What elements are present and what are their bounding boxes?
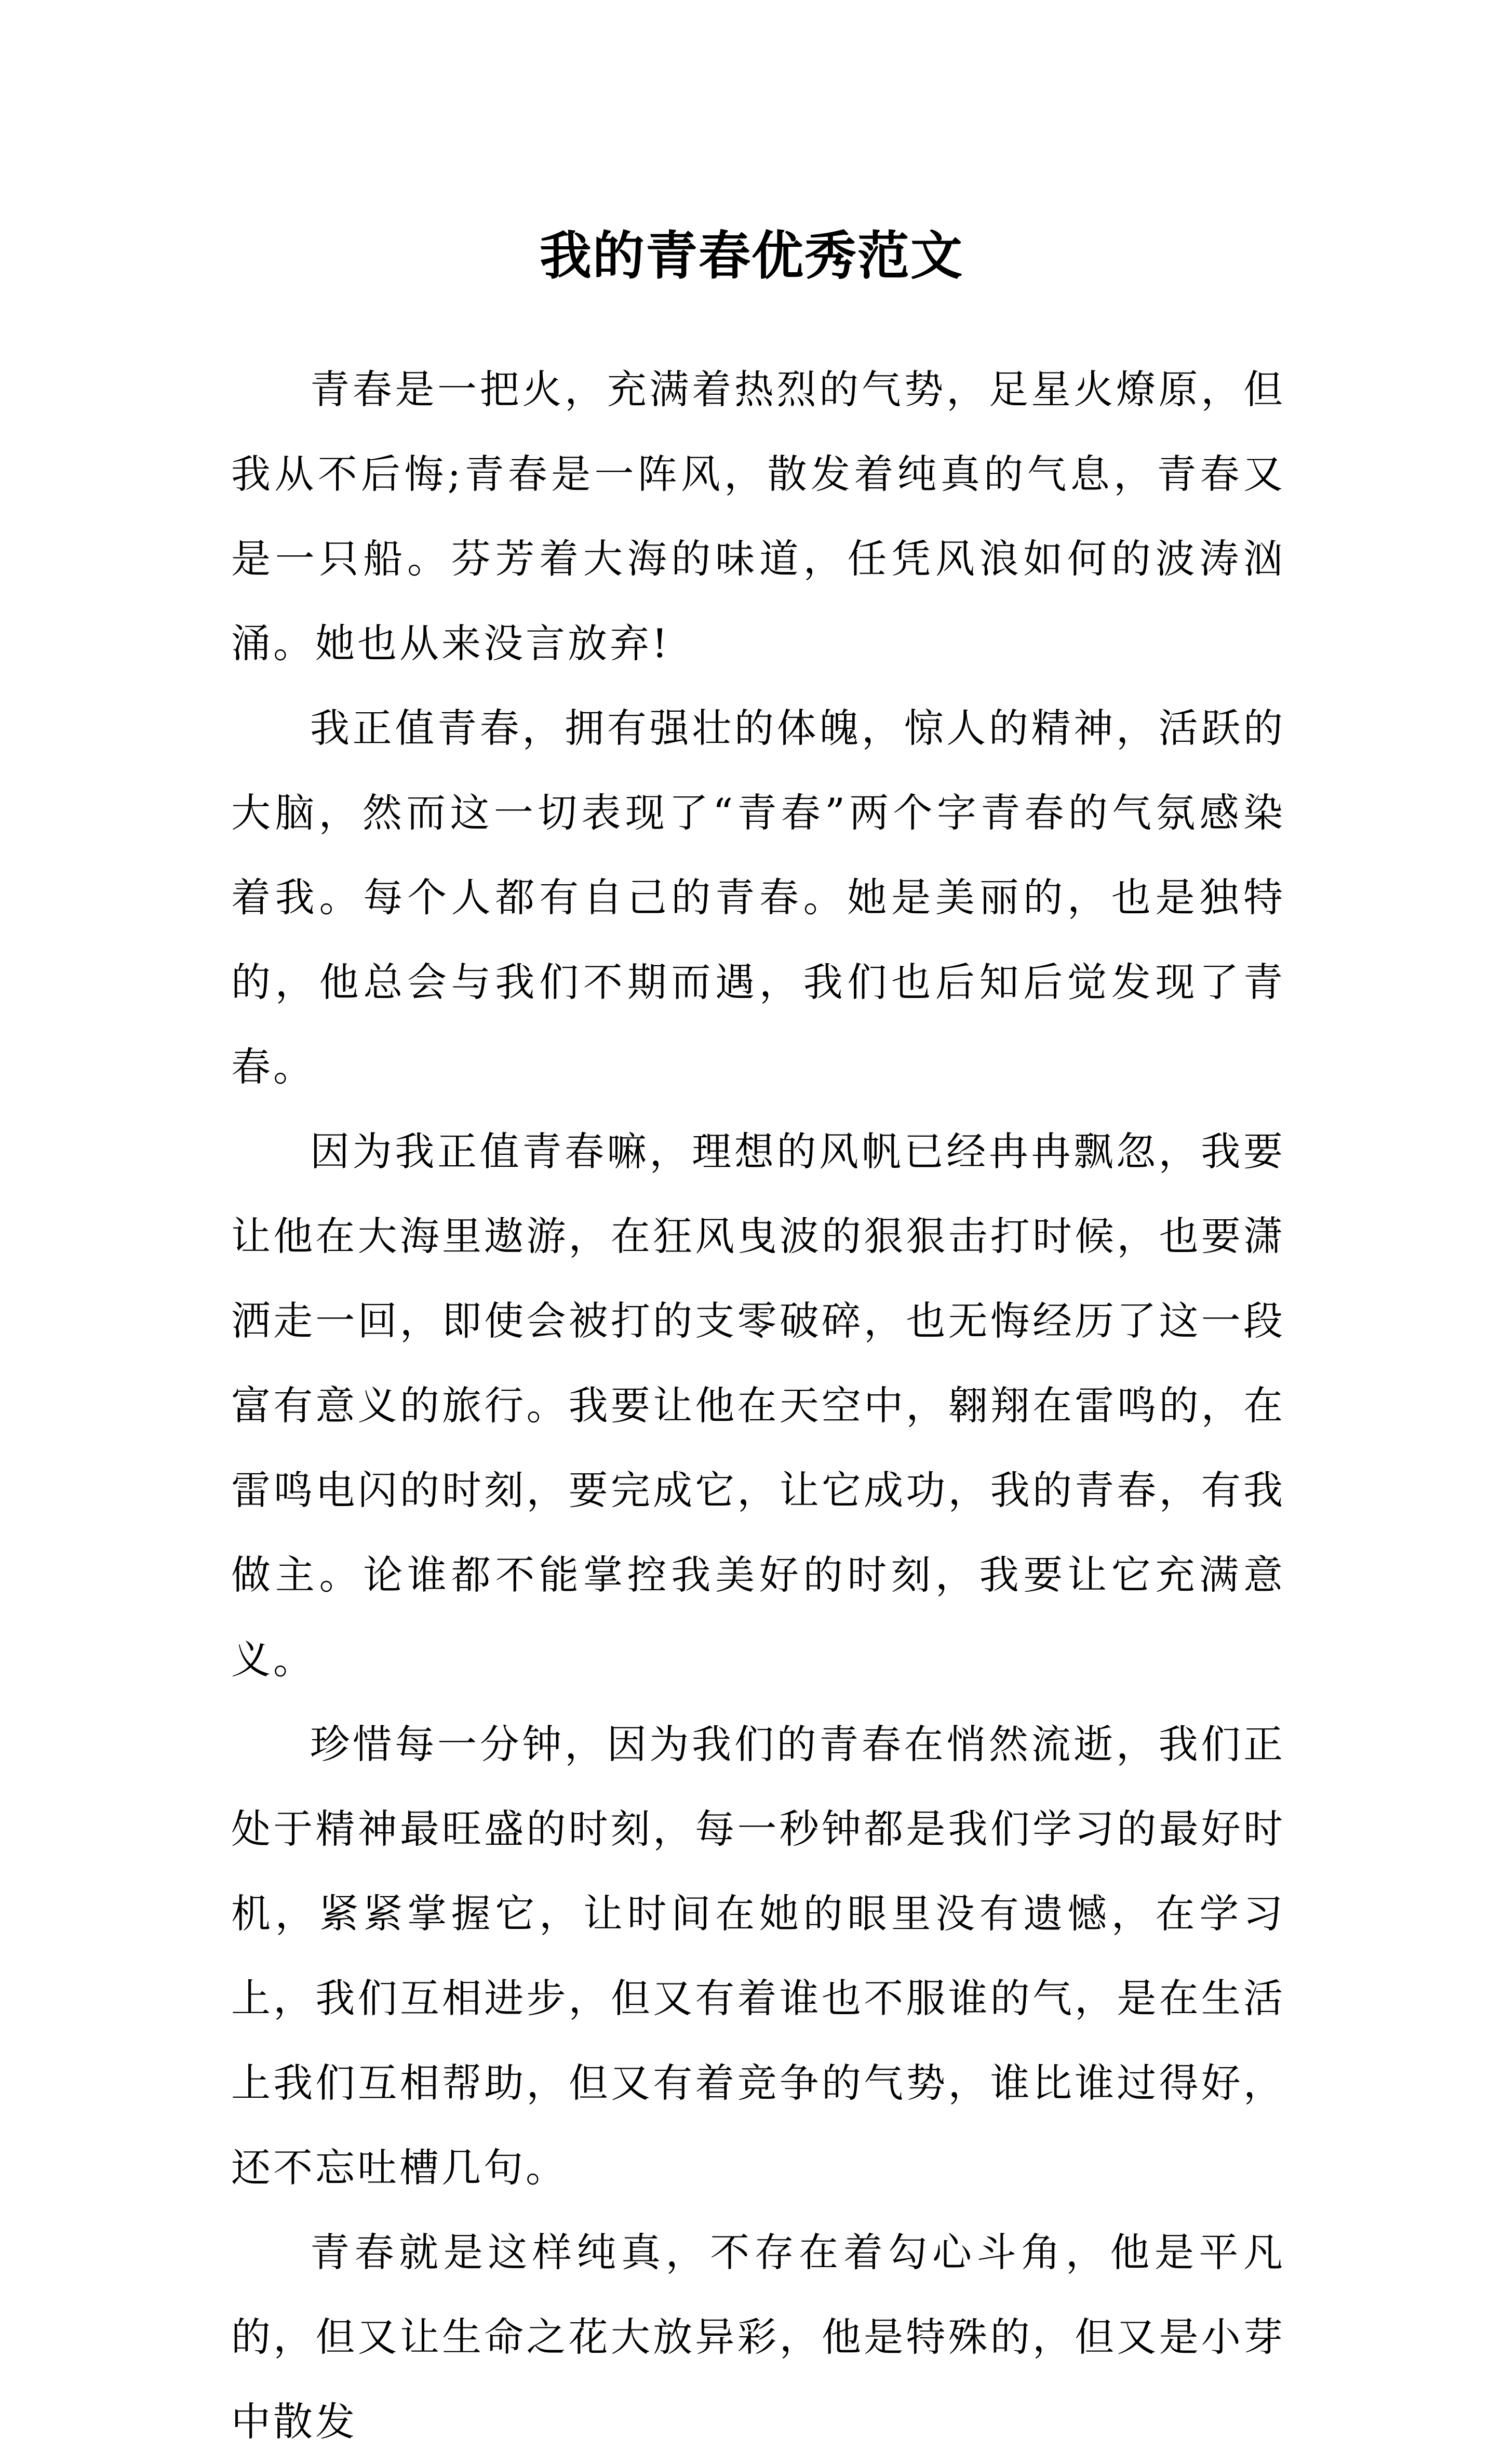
paragraph-4: 珍惜每一分钟，因为我们的青春在悄然流逝，我们正处于精神最旺盛的时刻，每一秒钟都是我们学习的最好时机，紧紧掌握它，让时间在她的眼里没有遗憾，在学习上，我们互相进步，但又有着谁也不服谁的气，是在生活上我们互相帮助，但又有着竞争的气势，谁比谁过得好，还不忘吐槽几句。 <box>231 1721 1285 2191</box>
document-body <box>231 347 1285 2464</box>
paragraph-5: 青春就是这样纯真，不存在着勾心斗角，他是平凡的，但又让生命之花大放异彩，他是特殊的，但又是小芽中散发 <box>231 2229 1285 2445</box>
paragraph-3: 因为我正值青春嘛，理想的风帆已经冉冉飘忽，我要让他在大海里遨游，在狂风曳波的狠狠击打时候，也要潇洒走一回，即使会被打的支零破碎，也无悔经历了这一段富有意义的旅行。我要让他在天空中，翱翔在雷鸣的，在雷鸣电闪的时刻，要完成它，让它成功，我的青春，有我做主。论谁都不能掌控我美好的时刻，我要让它充满意义。 <box>231 1128 1285 1683</box>
paragraph-1: 青春是一把火，充满着热烈的气势，足星火燎原，但我从不后悔;青春是一阵风，散发着纯真的气息，青春又是一只船。芬芳着大海的味道，任凭风浪如何的波涛汹涌。她也从来没言放弃! <box>231 366 1285 667</box>
document-title: 我的青春优秀范文 <box>540 225 963 286</box>
paragraph-2: 我正值青春，拥有强壮的体魄，惊人的精神，活跃的大脑，然而这一切表现了“青春”两个字青春的气氛感染着我。每个人都有自己的青春。她是美丽的，也是独特的，他总会与我们不期而遇，我们也后知后觉发现了青春。 <box>231 705 1285 1090</box>
